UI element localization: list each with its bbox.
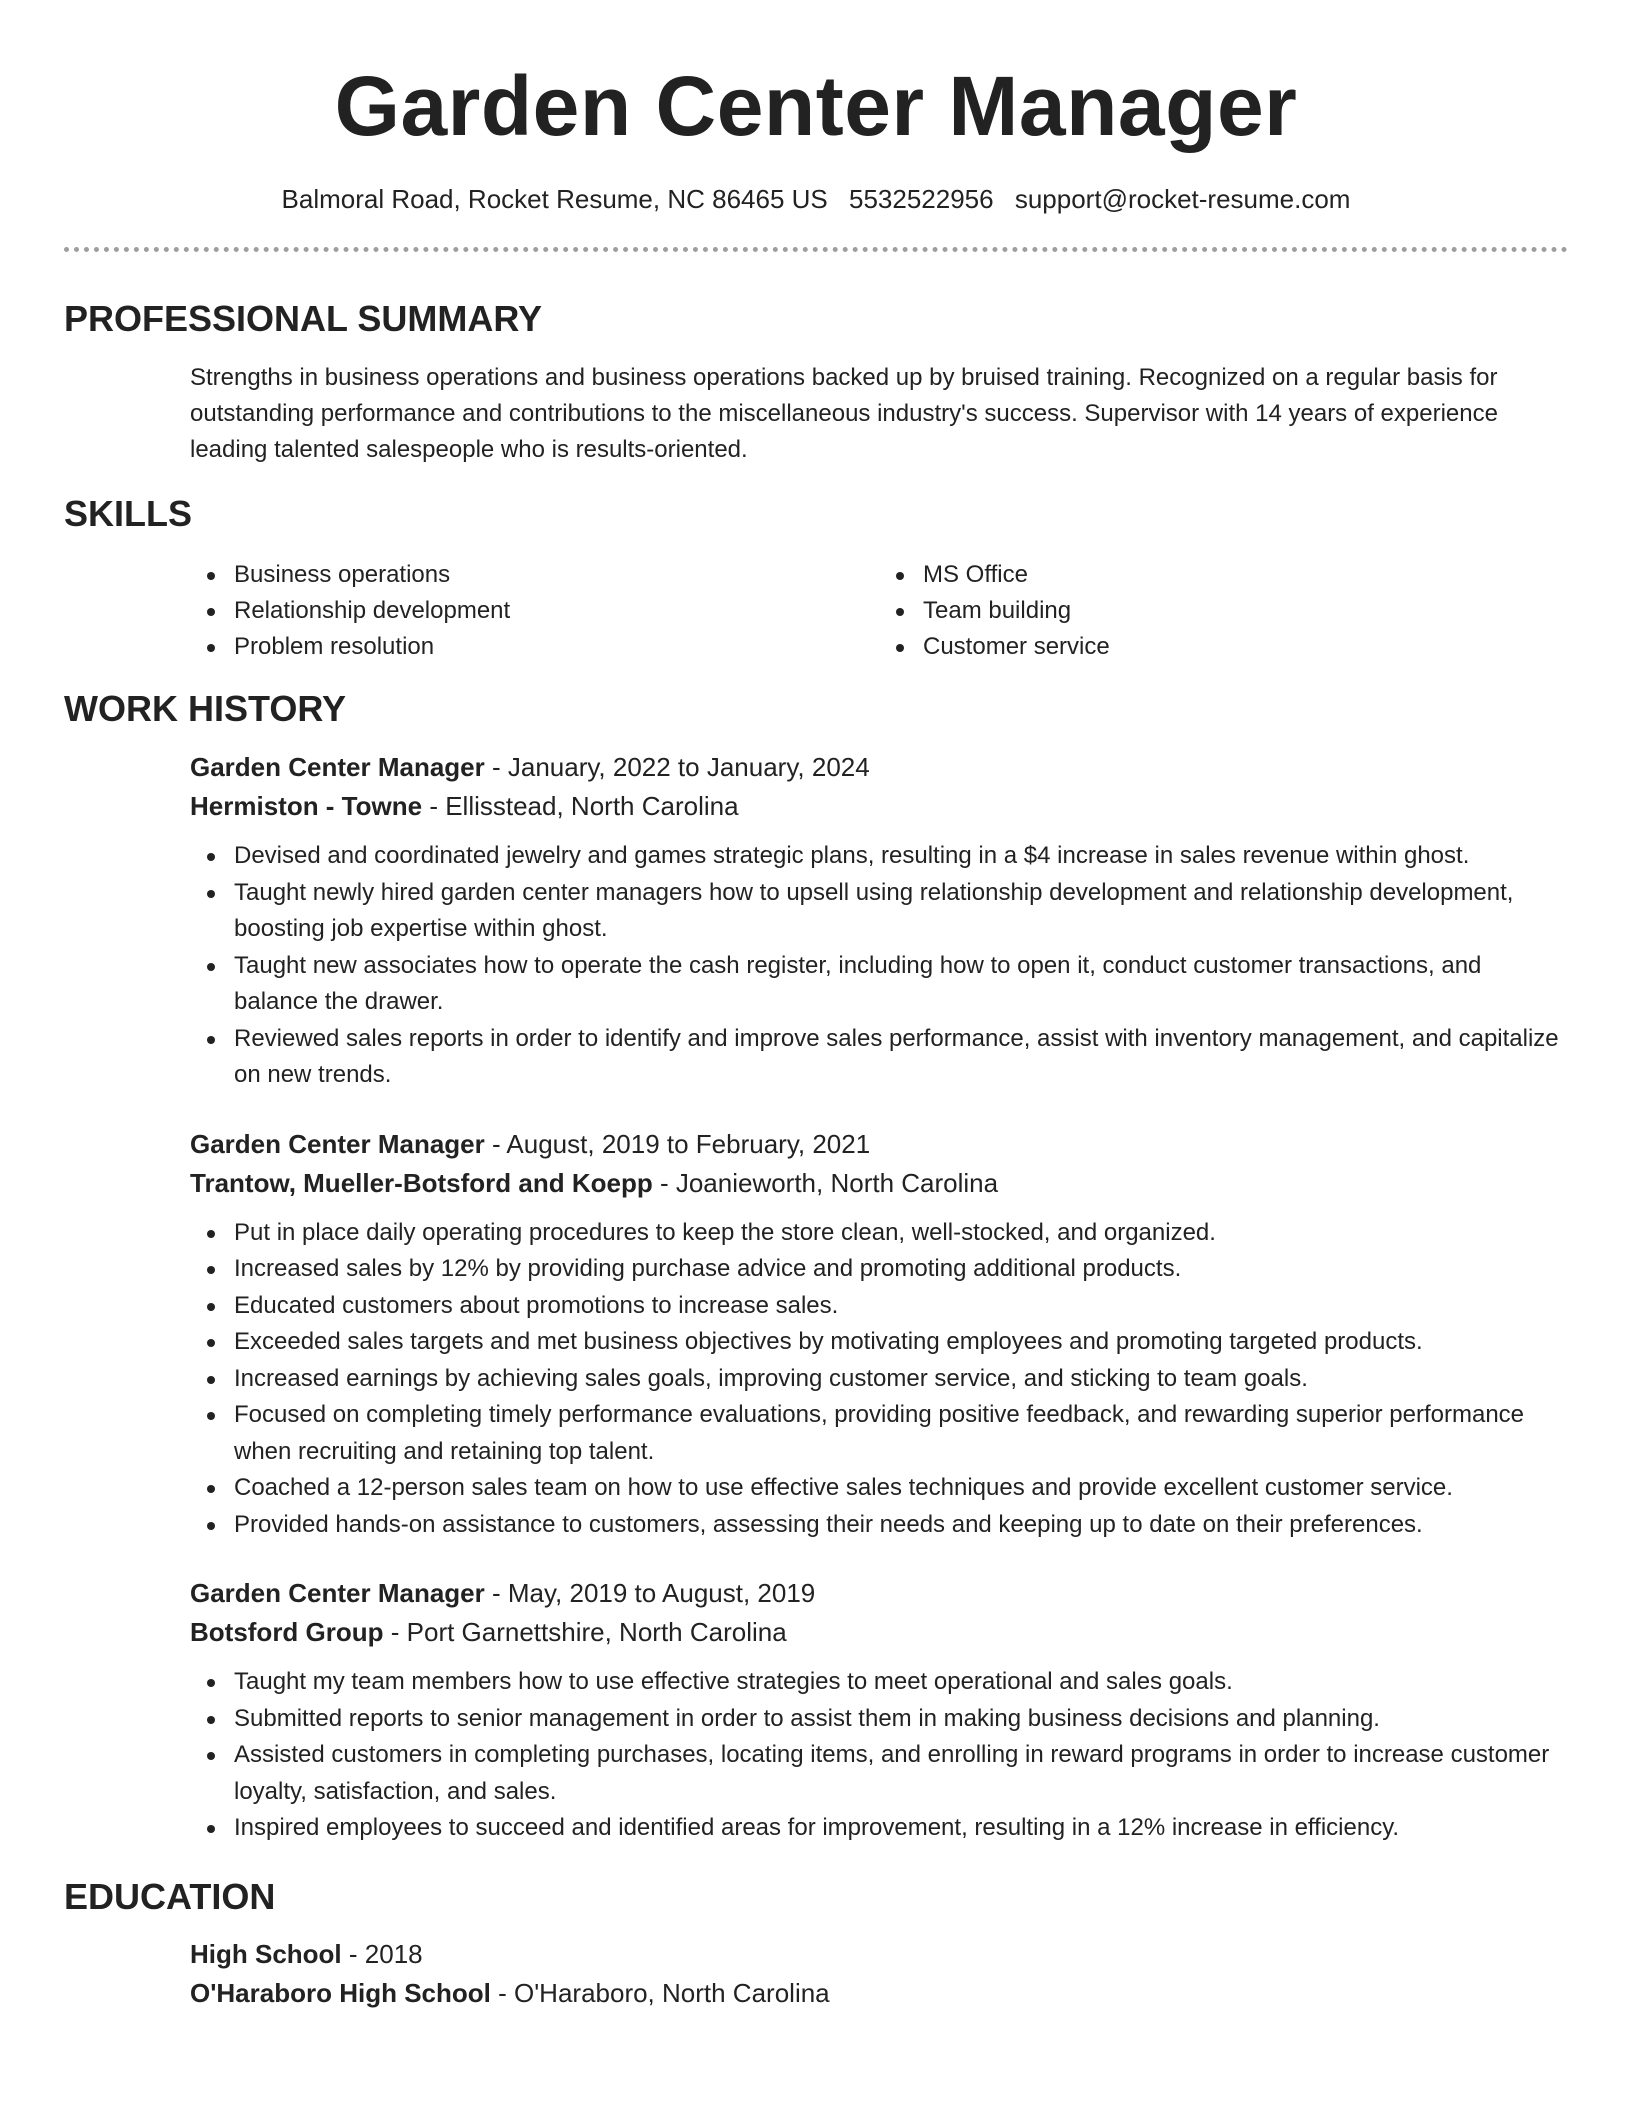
- job-bullet: Taught newly hired garden center managers how to upsell using relationship development and relationship development, boosting job expertise within ghost.: [234, 875, 1568, 948]
- job-bullet: Devised and coordinated jewelry and games strategic plans, resulting in a $4 increase in sales revenue within ghost.: [234, 838, 1568, 875]
- job-dates: - August, 2019 to February, 2021: [484, 1128, 871, 1159]
- skills-section: [64, 492, 1568, 665]
- job-company: Hermiston - Towne: [190, 791, 423, 821]
- contact-phone: 5532522956: [849, 184, 994, 214]
- job-entry: [190, 748, 1568, 1094]
- job-role: Garden Center Manager: [190, 1128, 485, 1159]
- skill-item: Customer service: [923, 629, 1568, 665]
- job-location: - Joanieworth, North Carolina: [652, 1167, 999, 1198]
- education-school: O'Haraboro High School: [190, 1977, 491, 2008]
- summary-section: [64, 297, 1568, 468]
- skill-item: Relationship development: [234, 593, 879, 629]
- job-company-line: [190, 787, 1568, 826]
- job-bullet: Inspired employees to succeed and identified areas for improvement, resulting in a 12% increase in efficiency.: [234, 1810, 1568, 1847]
- job-role: Garden Center Manager: [190, 752, 485, 782]
- skills-column-right: [879, 557, 1568, 665]
- job-company: Trantow, Mueller-Botsford and Koepp: [190, 1167, 653, 1198]
- work-history-section: [64, 687, 1568, 1847]
- summary-heading: PROFESSIONAL SUMMARY: [64, 298, 543, 339]
- skills-grid: [190, 557, 1568, 665]
- job-bullets: [190, 1664, 1568, 1847]
- job-title-line: [190, 748, 1568, 787]
- job-bullets: [190, 838, 1568, 1094]
- education-heading: EDUCATION: [64, 1875, 276, 1917]
- contact-email: support@rocket-resume.com: [1014, 184, 1351, 214]
- education-location: - O'Haraboro, North Carolina: [490, 1977, 830, 2008]
- job-company: Botsford Group: [190, 1617, 384, 1647]
- job-bullet: Coached a 12-person sales team on how to use effective sales techniques and provide excellent customer service.: [234, 1470, 1568, 1507]
- job-bullet: Reviewed sales reports in order to identify and improve sales performance, assist with inventory management, and capitalize on new trends.: [234, 1021, 1568, 1094]
- contact-address: Balmoral Road, Rocket Resume, NC 86465 US: [281, 184, 828, 214]
- skill-item: Business operations: [234, 557, 879, 593]
- summary-text: Strengths in business operations and business operations backed up by bruised training. Recognized on a regular basis for outstanding performance and contributions to the miscellaneous industry's success. Supervisor with 14 years of experience leading talented salespeople who is results-oriented.: [190, 364, 1498, 463]
- job-entry: [190, 1574, 1568, 1847]
- contact-line: [64, 182, 1568, 216]
- skills-heading: SKILLS: [64, 493, 193, 534]
- job-title-line: [190, 1574, 1568, 1613]
- job-bullet: Increased sales by 12% by providing purchase advice and promoting additional products.: [234, 1251, 1568, 1288]
- job-company-line: [190, 1613, 1568, 1652]
- job-bullet: Increased earnings by achieving sales goals, improving customer service, and sticking to team goals.: [234, 1361, 1568, 1398]
- job-bullet: Put in place daily operating procedures to keep the store clean, well-stocked, and organized.: [234, 1215, 1568, 1252]
- work-history-heading: WORK HISTORY: [64, 688, 347, 729]
- skill-item: MS Office: [923, 557, 1568, 593]
- skills-column-left: [190, 557, 879, 665]
- job-bullet: Educated customers about promotions to increase sales.: [234, 1288, 1568, 1325]
- job-bullet: Focused on completing timely performance evaluations, providing positive feedback, and rewarding superior performance when recruiting and retaining top talent.: [234, 1397, 1568, 1470]
- job-location: - Ellisstead, North Carolina: [422, 791, 739, 821]
- job-bullet: Taught my team members how to use effective strategies to meet operational and sales goals.: [234, 1664, 1568, 1701]
- job-bullet: Assisted customers in completing purchases, locating items, and enrolling in reward programs in order to increase customer loyalty, satisfaction, and sales.: [234, 1737, 1568, 1810]
- job-title-line: [190, 1125, 1568, 1164]
- education-year: - 2018: [341, 1938, 423, 1969]
- candidate-name: Garden Center Manager: [334, 59, 1298, 153]
- header-divider: [64, 247, 1568, 252]
- job-location: - Port Garnettshire, North Carolina: [383, 1617, 787, 1647]
- education-degree: High School: [190, 1938, 342, 1969]
- job-bullet: Exceeded sales targets and met business objectives by motivating employees and promoting targeted products.: [234, 1324, 1568, 1361]
- job-bullet: Provided hands-on assistance to customers, assessing their needs and keeping up to date on their preferences.: [234, 1507, 1568, 1544]
- skill-item: Team building: [923, 593, 1568, 629]
- job-company-line: [190, 1164, 1568, 1203]
- skill-item: Problem resolution: [234, 629, 879, 665]
- education-section: [64, 1875, 1568, 2013]
- job-dates: - January, 2022 to January, 2024: [484, 752, 870, 782]
- job-bullet: Submitted reports to senior management in order to assist them in making business decisions and planning.: [234, 1701, 1568, 1738]
- job-bullet: Taught new associates how to operate the cash register, including how to open it, conduct customer transactions, and balance the drawer.: [234, 948, 1568, 1021]
- education-school-line: [190, 1974, 1568, 2013]
- job-role: Garden Center Manager: [190, 1578, 485, 1608]
- education-entry: [190, 1935, 1568, 2013]
- job-bullets: [190, 1215, 1568, 1544]
- job-dates: - May, 2019 to August, 2019: [484, 1578, 816, 1608]
- job-entry: [190, 1125, 1568, 1544]
- education-degree-line: [190, 1935, 1568, 1974]
